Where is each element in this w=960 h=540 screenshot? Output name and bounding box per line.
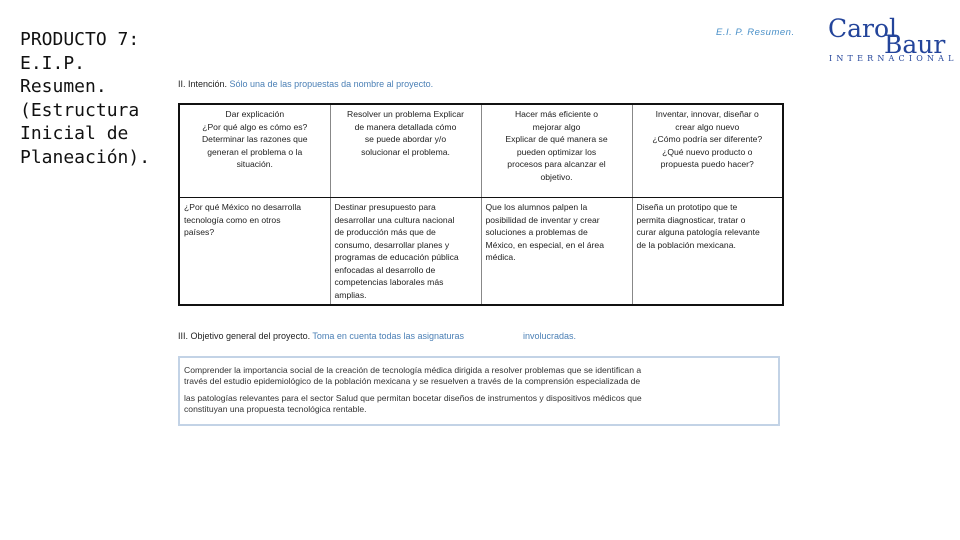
- table-cell: [632, 104, 783, 198]
- proposals-table: [178, 103, 784, 306]
- cell-line: crear algo nuevo: [675, 121, 740, 132]
- cell-line: México, en especial, en el área: [485, 239, 604, 250]
- cell-line: pueden optimizar los: [516, 146, 597, 157]
- cell-line: propuesta puedo hacer?: [660, 159, 754, 169]
- cell-line: ¿Por qué México no desarrolla: [184, 202, 302, 212]
- table-cell: [330, 198, 481, 306]
- cell-line: permita diagnosticar, tratar o: [636, 214, 746, 225]
- objective-line: las patologías relevantes para el sector Salud que permitan bocetar diseños de instrumentos y dispositivos médicos que: [184, 393, 642, 403]
- section-objetivo-prefix: III. Objetivo general del proyecto.: [178, 331, 311, 341]
- objective-text-box: [178, 356, 780, 426]
- cell-line: enfocadas al desarrollo de: [334, 264, 436, 275]
- cell-line: Dar explicación: [225, 109, 285, 119]
- logo-baur-text: Baur: [884, 30, 946, 59]
- cell-line: ¿Cómo podría ser diferente?: [652, 134, 763, 144]
- cell-line: ¿Por qué algo es cómo es?: [202, 121, 308, 132]
- cell-line: procesos para alcanzar el: [507, 159, 606, 169]
- cell-line: generan el problema o la: [207, 146, 303, 157]
- section-objetivo: [178, 331, 577, 341]
- carol-baur-logo: [826, 14, 958, 66]
- objective-line: través del estudio epidemiológico de la población mexicana y se resuelven a través de la comprensión especializada de: [184, 376, 641, 386]
- table-cell: [179, 104, 330, 198]
- cell-line: curar alguna patología relevante: [636, 227, 760, 237]
- title-line: (Estructura: [20, 99, 140, 121]
- title-line: Resumen.: [20, 76, 107, 97]
- cell-line: Destinar presupuesto para: [334, 202, 436, 212]
- cell-line: situación.: [236, 159, 273, 169]
- cell-line: de manera detallada cómo: [354, 121, 457, 132]
- logo-internacional-text: INTERNACIONAL: [829, 54, 958, 63]
- cell-line: Diseña un prototipo que te: [636, 202, 738, 212]
- title-line: Planeación).: [20, 146, 151, 168]
- title-line: E.I.P.: [20, 52, 86, 74]
- table-cell: [481, 104, 632, 198]
- cell-line: Que los alumnos palpen la: [485, 202, 588, 212]
- cell-line: Explicar de qué manera se: [505, 134, 608, 144]
- cell-line: competencias laborales más: [334, 277, 444, 287]
- cell-line: mejorar algo: [532, 121, 581, 132]
- cell-line: Inventar, innovar, diseñar o: [655, 109, 759, 119]
- cell-line: posibilidad de inventar y crear: [485, 214, 600, 225]
- page-title: [20, 28, 170, 169]
- cell-line: desarrollar una cultura nacional: [334, 214, 455, 225]
- cell-line: amplias.: [334, 289, 367, 300]
- objective-line: Comprender la importancia social de la creación de tecnología médica dirigida a resolver problemas que se identifican a: [184, 365, 642, 375]
- logo-carol-text: Carol: [828, 14, 898, 43]
- cell-line: consumo, desarrollar planes y: [334, 239, 450, 250]
- cell-line: Resolver un problema Explicar: [346, 109, 465, 119]
- objective-line: constituyan una propuesta tecnológica rentable.: [184, 404, 367, 414]
- cell-line: soluciones a problemas de: [485, 227, 588, 237]
- title-line: PRODUCTO 7:: [20, 29, 140, 50]
- cell-line: se puede abordar y/o: [364, 134, 447, 144]
- table-cell: [330, 104, 481, 198]
- cell-line: solucionar el problema.: [361, 146, 450, 157]
- section-intencion-text: Sólo una de las propuestas da nombre al proyecto.: [227, 79, 434, 89]
- cell-line: Determinar las razones que: [201, 134, 308, 144]
- section-objetivo-tail: involucradas.: [523, 331, 577, 341]
- table-cell: [632, 198, 783, 306]
- cell-line: países?: [184, 227, 215, 237]
- section-intencion-prefix: II. Intención.: [178, 79, 228, 89]
- title-line: Inicial de: [20, 123, 129, 144]
- cell-line: objetivo.: [540, 171, 573, 182]
- section-objetivo-text: Toma en cuenta todas las asignaturas: [310, 331, 465, 341]
- cell-line: médica.: [485, 252, 516, 262]
- section-intencion: [178, 79, 433, 89]
- cell-line: programas de educación pública: [334, 252, 459, 262]
- table-cell: [481, 198, 632, 306]
- cell-line: tecnología como en otros: [184, 214, 281, 225]
- table-cell: [179, 198, 330, 306]
- table-row: [179, 104, 783, 198]
- eip-header-label: E.I. P. Resumen.: [716, 27, 795, 38]
- cell-line: Hacer más eficiente o: [514, 109, 599, 119]
- cell-line: ¿Qué nuevo producto o: [662, 146, 753, 157]
- cell-line: de la población mexicana.: [636, 239, 736, 250]
- table-row: [179, 198, 783, 306]
- cell-line: de producción más que de: [334, 227, 436, 237]
